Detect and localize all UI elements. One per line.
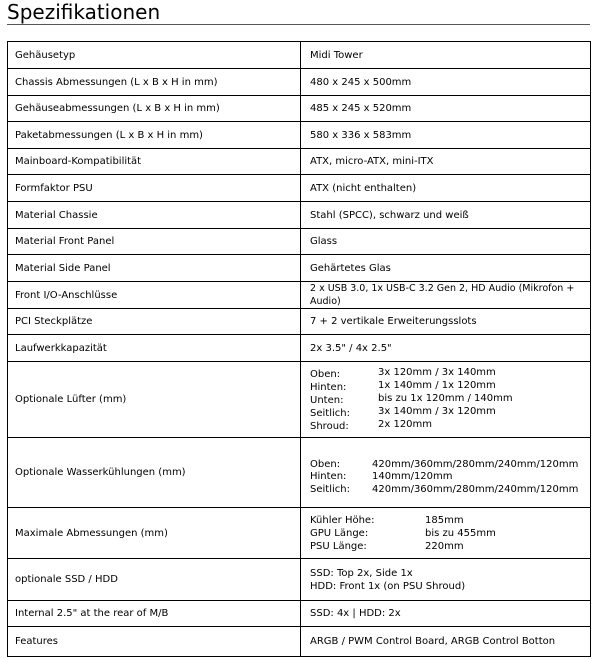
spec-value: ATX (nicht enthalten) (301, 175, 591, 202)
spec-value: 7 + 2 vertikale Erweiterungsslots (301, 309, 591, 335)
fan-position: Seitlich: (310, 408, 350, 419)
fan-position: Oben: (310, 369, 341, 380)
spec-label: PCI Steckplätze (8, 309, 301, 335)
spec-label: Front I/O-Anschlüsse (8, 282, 301, 309)
spec-value: 2 x USB 3.0, 1x USB-C 3.2 Gen 2, HD Audio (Mikrofon + Audio) (301, 282, 591, 309)
spec-value: Stahl (SPCC), schwarz und weiß (301, 202, 591, 229)
spec-row-material-side (8, 255, 591, 282)
spec-value (301, 508, 591, 559)
dimension-value: 185mm (425, 514, 464, 526)
spec-label: Gehäuseabmessungen (L x B x H in mm) (8, 96, 301, 122)
ssd-line: SSD: Top 2x, Side 1x (310, 567, 413, 579)
spec-row-ssd-hdd (8, 559, 591, 601)
dimension-name: PSU Länge: (310, 540, 367, 552)
spec-row-fans (8, 362, 591, 438)
fan-position: Hinten: (310, 382, 347, 393)
fan-value: 2x 120mm (378, 419, 433, 430)
spec-row-front-io (8, 282, 591, 309)
water-cooling-list (310, 449, 583, 497)
spec-label: Optionale Lüfter (mm) (8, 362, 301, 438)
radiator-position: Oben: (310, 458, 341, 470)
spec-table (7, 41, 591, 657)
dimension-name: Kühler Höhe: (310, 514, 375, 526)
radiator-position: Hinten: (310, 471, 347, 483)
spec-label: Material Chassie (8, 202, 301, 229)
spec-row-psu (8, 175, 591, 202)
spec-label: Laufwerkkapazität (8, 335, 301, 362)
spec-row-internal-rear (8, 601, 591, 627)
spec-value (301, 438, 591, 508)
spec-row-case-dimensions (8, 96, 591, 122)
page-title: Spezifikationen (7, 0, 161, 24)
radiator-value: 420mm/360mm/280mm/240mm/120mm (372, 483, 579, 495)
spec-label: optionale SSD / HDD (8, 559, 301, 601)
spec-label: Internal 2.5" at the rear of M/B (8, 601, 301, 627)
spec-value: 485 x 245 x 520mm (301, 96, 591, 122)
fan-position: Shroud: (310, 421, 349, 432)
spec-label: Optionale Wasserkühlungen (mm) (8, 438, 301, 508)
spec-row-mainboard (8, 149, 591, 175)
spec-row-max-dimensions (8, 508, 591, 559)
title-divider (7, 24, 590, 25)
spec-label: Paketabmessungen (L x B x H in mm) (8, 122, 301, 149)
fan-list (310, 367, 583, 432)
fan-value: 1x 140mm / 1x 120mm (378, 380, 496, 391)
spec-label: Gehäusetyp (8, 42, 301, 69)
fan-position: Unten: (310, 395, 344, 406)
spec-row-case-type (8, 42, 591, 69)
radiator-value: 420mm/360mm/280mm/240mm/120mm (372, 458, 579, 470)
spec-label: Mainboard-Kompatibilität (8, 149, 301, 175)
spec-row-drives (8, 335, 591, 362)
spec-label: Features (8, 627, 301, 657)
spec-value: 2x 3.5" / 4x 2.5" (301, 335, 591, 362)
spec-value (301, 362, 591, 438)
spec-value: ATX, micro-ATX, mini-ITX (301, 149, 591, 175)
fan-value: 3x 140mm / 3x 120mm (378, 406, 496, 417)
spec-label: Chassis Abmessungen (L x B x H in mm) (8, 69, 301, 96)
spec-label: Maximale Abmessungen (mm) (8, 508, 301, 559)
spec-value: 480 x 245 x 500mm (301, 69, 591, 96)
spec-value: Glass (301, 229, 591, 255)
radiator-position: Seitlich: (310, 483, 350, 495)
max-dimension-list (310, 514, 583, 553)
radiator-value: 140mm/120mm (372, 471, 453, 483)
dimension-value: 220mm (425, 540, 464, 552)
spec-label: Material Side Panel (8, 255, 301, 282)
spec-value: 580 x 336 x 583mm (301, 122, 591, 149)
spec-row-features (8, 627, 591, 657)
dimension-name: GPU Länge: (310, 527, 369, 539)
dimension-value: bis zu 455mm (425, 527, 496, 539)
spec-row-pci (8, 309, 591, 335)
spec-row-material-front (8, 229, 591, 255)
hdd-line: HDD: Front 1x (on PSU Shroud) (310, 580, 466, 592)
spec-label: Formfaktor PSU (8, 175, 301, 202)
spec-label: Material Front Panel (8, 229, 301, 255)
spec-row-material-chassis (8, 202, 591, 229)
spec-row-chassis-dimensions (8, 69, 591, 96)
spec-value: Midi Tower (301, 42, 591, 69)
spec-value: ARGB / PWM Control Board, ARGB Control Botton (301, 627, 591, 657)
fan-value: 3x 120mm / 3x 140mm (378, 367, 496, 378)
spec-value (301, 559, 591, 601)
spec-row-water-cooling (8, 438, 591, 508)
fan-value: bis zu 1x 120mm / 140mm (378, 393, 513, 404)
spec-value: Gehärtetes Glas (301, 255, 591, 282)
spec-value: SSD: 4x | HDD: 2x (301, 601, 591, 627)
spec-row-package-dimensions (8, 122, 591, 149)
